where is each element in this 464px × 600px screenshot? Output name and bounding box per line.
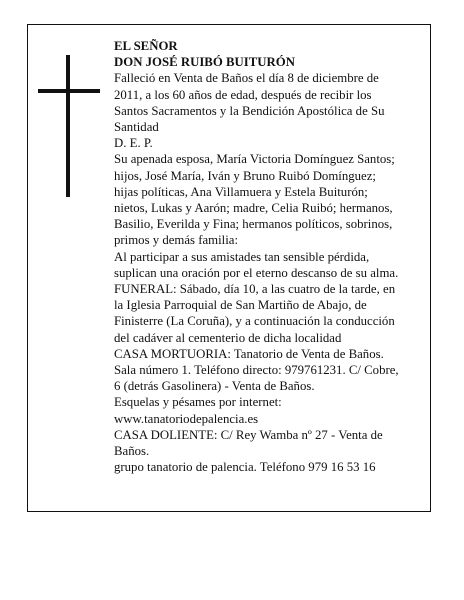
text-line: Sala número 1. Teléfono directo: 979761231. C/ Cobre, xyxy=(114,363,399,378)
text-line: FUNERAL: Sábado, día 10, a las cuatro de la tarde, en xyxy=(114,282,396,297)
website-link[interactable]: www.tanatoriodepalencia.es xyxy=(114,411,259,426)
cross-icon xyxy=(38,55,100,197)
obituary-notice xyxy=(27,24,431,512)
text-line: 6 (detrás Gasolinera) - Venta de Baños. xyxy=(114,379,315,394)
text-line: la Iglesia Parroquial de San Martiño de Abajo, de xyxy=(114,298,367,313)
text-line: hijos, José María, Iván y Bruno Ruibó Domínguez; xyxy=(114,168,376,183)
text-line: Santidad xyxy=(114,120,159,135)
text-line: Baños. xyxy=(114,444,150,459)
text-line: primos y demás familia: xyxy=(114,233,239,248)
text-line: Esquelas y pésames por internet: xyxy=(114,395,282,410)
text-line: nietos, Lukas y Aarón; madre, Celia Ruibó; hermanos, xyxy=(114,201,393,216)
text-line: Basilio, Everilda y Fina; hermanos políticos, sobrinos, xyxy=(114,217,393,232)
obituary-text xyxy=(114,38,424,475)
obituary-heading: EL SEÑOR xyxy=(114,39,178,53)
text-line: hijas políticas, Ana Villamuera y Estela Buiturón; xyxy=(114,184,368,199)
cross-vertical-bar xyxy=(66,55,70,197)
text-line: D. E. P. xyxy=(114,136,153,151)
text-line: Santos Sacramentos y la Bendición Apostólica de Su xyxy=(114,103,385,118)
text-line: Al participar a sus amistades tan sensible pérdida, xyxy=(114,249,370,264)
text-line: Su apenada esposa, María Victoria Domínguez Santos; xyxy=(114,152,395,167)
text-line: suplican una oración por el eterno descanso de su alma. xyxy=(114,265,399,280)
text-line: Falleció en Venta de Baños el día 8 de diciembre de xyxy=(114,71,379,86)
text-line: grupo tanatorio de palencia. Teléfono 979 16 53 16 xyxy=(114,460,376,475)
text-line: 2011, a los 60 años de edad, después de recibir los xyxy=(114,87,372,102)
deceased-name: DON JOSÉ RUIBÓ BUITURÓN xyxy=(114,55,295,70)
text-line: CASA DOLIENTE: C/ Rey Wamba nº 27 - Venta de xyxy=(114,427,383,442)
text-line: CASA MORTUORIA: Tanatorio de Venta de Baños. xyxy=(114,346,384,361)
text-line: Finisterre (La Coruña), y a continuación la conducción xyxy=(114,314,395,329)
text-line: del cadáver al cementerio de dicha localidad xyxy=(114,330,342,345)
cross-horizontal-bar xyxy=(38,89,100,93)
